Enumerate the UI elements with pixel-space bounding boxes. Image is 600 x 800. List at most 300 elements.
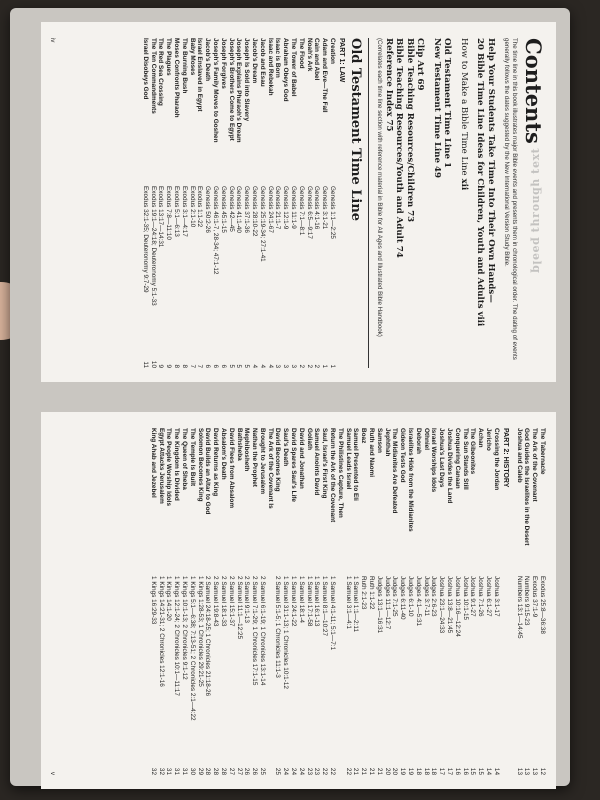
contents-links: [384, 38, 497, 368]
table-row: [219, 428, 227, 775]
contents-link-page: 75: [384, 116, 394, 132]
event-title: Creation: [329, 38, 336, 64]
scripture-reference: Ruth 2:1-23: [360, 576, 368, 610]
table-row: [538, 428, 546, 775]
scripture-reference: 2 Samuel 5:1-5; 1 Chronicles 11:1-3: [274, 576, 282, 678]
table-row: [157, 428, 165, 775]
table-row: [172, 38, 180, 368]
table-row: [211, 428, 219, 775]
scripture-reference: Genesis 46:1-7, 28-34; 47:1-12: [212, 186, 220, 275]
event-title: Brought to Jerusalem: [258, 428, 266, 495]
event-title: Israel Worships Idols: [430, 428, 438, 493]
table-row: [375, 428, 383, 775]
event-title: Joshua and Caleb: [515, 428, 523, 483]
scripture-reference: 1 Samuel 8:1—10:27: [321, 576, 329, 637]
page-number: 6: [219, 364, 227, 368]
event-title: Jacob's Dream: [251, 38, 259, 84]
page-number: 27: [227, 767, 235, 775]
page-number: 17: [438, 767, 446, 775]
page-number: 4: [266, 364, 274, 368]
scripture-reference: Judges 4:1—5:31: [414, 576, 422, 627]
intro-paragraph: The time line in this book illustrates major Bible events and presents them in chronological order. The dating of events generally follows the dates suggested by the New International Version Study Bible.: [503, 38, 518, 360]
event-title: Isaac is Born: [274, 38, 282, 78]
page-number: 15: [477, 767, 485, 775]
table-row: [219, 38, 227, 368]
page-number: 21: [360, 767, 368, 775]
contents-title: Contents: [521, 38, 546, 144]
event-title: Othniel: [422, 428, 430, 451]
event-title: Saul, Israel's First King: [321, 428, 329, 499]
table-row: [172, 428, 180, 775]
table-row: [282, 428, 290, 775]
page-number: 29: [196, 767, 204, 775]
page-number: 24: [297, 767, 305, 775]
page-number: 12: [539, 767, 546, 775]
page-number: 11: [141, 361, 149, 368]
table-row: [196, 38, 204, 368]
table-row: [530, 428, 538, 775]
scripture-reference: Genesis 50:2-26: [204, 186, 212, 233]
event-title: Joseph Is Sold into Slavery: [243, 38, 251, 122]
contents-link-text: Bible Teaching Resources/Youth and Adult: [394, 38, 405, 243]
table-row: [180, 428, 188, 775]
page-number: 3: [274, 364, 282, 368]
page-number: 18: [422, 767, 430, 775]
scripture-reference: 2 Samuel 11:1—12:25: [235, 576, 243, 640]
booklet: [10, 8, 570, 786]
page-number: 27: [235, 767, 243, 775]
contents-link-page: viii: [475, 308, 486, 327]
scripture-reference: 1 Kings 10:1-13; 2 Chronicles 9:1-12: [180, 576, 188, 680]
table-row: [461, 428, 469, 775]
table-row: [352, 428, 360, 775]
contents-link: [442, 38, 453, 368]
page-number: 31: [165, 767, 173, 775]
contents-link-page: 74: [394, 242, 405, 258]
scripture-reference: Exodus 5:1—6:13: [173, 186, 181, 237]
scripture-reference: 1 Kings 16:29-33: [149, 576, 157, 625]
contents-link: [415, 38, 426, 368]
table-row: [203, 38, 211, 368]
page-number: 7: [188, 364, 196, 368]
table-row: [344, 428, 352, 775]
contents-link: [459, 38, 470, 368]
page-number: 26: [243, 767, 251, 775]
event-title: David Returns as King: [212, 428, 220, 497]
page-number: 25: [258, 767, 266, 775]
page-number: 23: [313, 767, 321, 775]
event-title: David Becomes King: [274, 428, 282, 492]
event-title: Joshua Divides the Land: [446, 428, 454, 504]
scripture-reference: Genesis 24:1-67: [266, 186, 274, 233]
part2-heading: PART 2: HISTORY: [501, 428, 509, 488]
scripture-reference: 1 Samuel 4:1-11; 5:1—7:1: [329, 576, 337, 651]
reference-index-note: (Correlates each time line section with reference material in Bible for All Ages and Illustrated Bible Handbook): [376, 38, 384, 337]
table-row: [367, 428, 375, 775]
contents-link-page: 1: [442, 159, 453, 168]
table-row: [250, 38, 258, 368]
table-row: [484, 428, 492, 775]
scripture-reference: Genesis 3:1-21: [321, 186, 329, 230]
page-number: 23: [305, 767, 313, 775]
scripture-reference: Exodus 1:1-22: [196, 186, 204, 228]
table-row: [289, 428, 297, 775]
scripture-reference: Genesis 12:1-9: [282, 186, 290, 230]
scripture-reference: 2 Samuel 7:1-29; 1 Chronicles 17:1-15: [251, 576, 259, 686]
contents-link: [486, 38, 497, 368]
table-row: [258, 428, 266, 775]
page-number: 13: [523, 767, 531, 775]
table-row: [320, 38, 328, 368]
table-row: [328, 38, 336, 368]
scripture-reference: 2 Samuel 15:1-37: [227, 576, 235, 627]
event-title: Conquering Canaan: [453, 428, 461, 489]
table-row: [328, 428, 336, 775]
event-title: Jericho: [485, 428, 493, 451]
event-title: Joshua's Last Days: [438, 428, 446, 488]
table-row: [313, 38, 321, 368]
table-row: [188, 38, 196, 368]
event-title: Boaz: [360, 428, 368, 444]
table-row: [515, 428, 523, 775]
table-row: [445, 428, 453, 775]
event-title: Return the Ark of the Covenant: [329, 428, 337, 523]
table-row: [305, 428, 313, 775]
event-title: The Gibeonites: [469, 428, 477, 475]
page-number: 10: [149, 360, 157, 368]
page-number: 1: [329, 364, 336, 368]
scripture-reference: Genesis 45:1-15: [219, 186, 227, 233]
event-title: The Plagues: [165, 38, 173, 76]
event-title: Jephthah: [383, 428, 391, 457]
scripture-reference: Joshua 23:1—24:33: [438, 576, 446, 634]
page-number: 5: [235, 364, 243, 368]
table-row: [313, 428, 321, 775]
event-title: The Midianites Are Defeated: [391, 428, 399, 514]
event-title: David Flees from Absalom: [227, 428, 235, 509]
event-title: Deborah: [414, 428, 422, 454]
event-title: Joseph's Family Moves to Goshen: [212, 38, 220, 143]
divider: [368, 38, 369, 368]
page-number: 28: [212, 767, 220, 775]
table-row: [227, 428, 235, 775]
page-number: 5: [243, 364, 251, 368]
table-row: [476, 428, 484, 775]
scripture-reference: Judges 3:7-11: [422, 576, 430, 617]
scripture-reference: 1 Samuel 17:1-58: [305, 576, 313, 627]
table-row: [164, 38, 172, 368]
contents-link-text: Help Your Students Take Time Into Their Own Hands—: [486, 38, 496, 303]
scripture-reference: Genesis 25:19-34; 27:1-41: [258, 186, 266, 262]
table-row: [274, 38, 282, 368]
page-number: 24: [290, 767, 298, 775]
event-title: Achan: [477, 428, 485, 448]
table-row: [297, 38, 305, 368]
event-title: The People Worship Idols: [165, 428, 173, 506]
event-title: Samuel Leads Israel: [344, 428, 352, 490]
contents-link-text: Bible Teaching Resources/Children: [405, 38, 415, 208]
event-title: Moses Confronts Pharaoh: [173, 38, 181, 118]
table-row: [422, 428, 430, 775]
event-title: Joseph's Brothers Come to Egypt: [227, 38, 235, 141]
scripture-reference: Numbers 9:15-23: [523, 576, 531, 626]
page-number: 32: [157, 767, 165, 775]
table-row: [141, 38, 149, 368]
page-number: 6: [204, 364, 212, 368]
page-number: 28: [204, 767, 212, 775]
page-number: 16: [453, 767, 461, 775]
event-title: David Spares Saul's Life: [290, 428, 298, 502]
event-title: Bathsheba: [235, 428, 243, 461]
event-title: Jacob and Esau: [258, 38, 266, 87]
page-number: 8: [173, 364, 181, 368]
contents-link-text: New Testament Time Line: [432, 38, 442, 163]
page-number: 7: [196, 364, 204, 368]
event-title: David and Jonathan: [297, 428, 305, 489]
contents-link-text: How to Make a Bible Time Line: [459, 38, 469, 176]
scripture-reference: 2 Samuel 19:8-43: [212, 576, 220, 627]
event-title: The Sun Stands Still: [461, 428, 469, 490]
event-title: Egypt Attacks Jerusalem: [157, 428, 165, 504]
page-number: 21: [352, 767, 360, 775]
scripture-reference: Genesis 21:1-7: [274, 186, 282, 230]
event-title: Samson: [375, 428, 383, 453]
page-number: 9: [157, 364, 165, 368]
table-row: [266, 428, 274, 775]
event-title: Isaac and Rebekah: [266, 38, 274, 96]
table-row: [258, 38, 266, 368]
event-title: The Ark of the Covenant: [531, 428, 539, 502]
page-number: 18: [414, 767, 422, 775]
page-number: 25: [274, 767, 282, 775]
event-title: Abraham Obeys God: [282, 38, 290, 102]
page-number: 24: [282, 767, 290, 775]
scripture-reference: Genesis 1:1—2:25: [329, 186, 336, 239]
page-number: 9: [165, 364, 173, 368]
event-title: The Tower of Babel: [290, 38, 298, 97]
table-row: [274, 428, 282, 775]
table-row: [492, 428, 500, 775]
scripture-reference: Exodus 37:1-9: [531, 576, 539, 618]
scripture-reference: Genesis 11:1-9: [290, 186, 298, 229]
contents-link-page: xii: [459, 175, 469, 191]
page-number-left: iv: [49, 38, 55, 43]
contents-link-page: 69: [415, 75, 426, 91]
page-number: 2: [305, 364, 313, 368]
event-title: Nathan the Prophet: [251, 428, 259, 487]
scripture-reference: Judges 6:1-10: [407, 576, 415, 617]
scripture-reference: Joshua 3:1-17: [492, 576, 500, 617]
page-number: 3: [290, 364, 298, 368]
scripture-reference: Exodus 25:8—36:38: [539, 576, 546, 634]
table-row: [149, 428, 157, 775]
scripture-reference: Exodus 13:17—14:31: [157, 186, 165, 248]
event-title: The Red Sea Crossing: [157, 38, 165, 106]
contents-link: [394, 38, 405, 368]
scripture-reference: Ruth 1:1-22: [368, 576, 376, 610]
page-number: 18: [430, 767, 438, 775]
scripture-reference: [336, 576, 344, 759]
table-row: [211, 38, 219, 368]
page-number: 15: [469, 767, 477, 775]
page-number: 14: [485, 767, 493, 775]
event-title: The Temple Is Built: [188, 428, 196, 487]
table-row: [149, 38, 157, 368]
page-number: 21: [375, 767, 383, 775]
table-row: [383, 428, 391, 775]
scripture-reference: 1 Samuel 1:1—2:11: [352, 576, 360, 633]
table-row: [398, 428, 406, 775]
contents-link-page: 49: [432, 162, 442, 178]
scripture-reference: 1 Kings 14:1-20: [165, 576, 173, 621]
event-title: King Ahab and Jezebel: [149, 428, 157, 498]
table-row: [453, 428, 461, 775]
scripture-reference: 2 Samuel 18:1-33: [219, 576, 227, 627]
scripture-reference: 2 Samuel 6:1-19; 1 Chronicles 13:1-14: [258, 576, 266, 686]
page-number: 32: [149, 767, 157, 775]
scripture-reference: Joshua 7:1-26: [477, 576, 485, 617]
event-title: The Ark of the Covenant Is: [266, 428, 274, 509]
event-title: Mephibosheth: [243, 428, 251, 472]
table-row: [204, 428, 212, 775]
event-title: Saul's Death: [282, 428, 290, 467]
contents-link-text: Reference Index: [384, 38, 394, 117]
page-number: [266, 759, 274, 775]
scripture-reference: 1 Samuel 18:1-4: [297, 576, 305, 623]
event-title: Joseph Forgives: [219, 38, 227, 89]
event-title: Jacob's Death: [204, 38, 212, 82]
table-row: [406, 428, 414, 775]
contents-link-text: Clip Art: [415, 38, 426, 76]
event-title: Israel Disobeys God: [141, 38, 149, 100]
scripture-reference: Genesis 42—45: [227, 186, 235, 232]
page-number: 2: [297, 364, 305, 368]
contents-page-right: [41, 412, 556, 789]
page-number: 14: [492, 767, 500, 775]
page-number: [336, 759, 344, 775]
table-row: [227, 38, 235, 368]
event-title: The Kingdom Is Divided: [173, 428, 181, 501]
table-row: [250, 428, 258, 775]
event-title: The Ten Commandments: [149, 38, 157, 114]
page-number: 28: [219, 767, 227, 775]
event-title: Absalom's Death: [219, 428, 227, 480]
event-title: The Philistines Capture, Then: [336, 428, 344, 518]
page-number: 8: [180, 364, 188, 368]
part1-list: [141, 38, 336, 368]
scripture-reference: 1 Kings 12:1-24; 2 Chronicles 10:1—11:17: [173, 576, 181, 696]
scripture-reference: Judges 7:1-25: [391, 576, 399, 617]
scripture-reference: Exodus 2:1-10: [188, 186, 196, 228]
scripture-reference: Judges 11:1—12:7: [383, 576, 391, 630]
contents-page-left: [41, 22, 556, 382]
scripture-reference: 2 Samuel 9:1-13: [243, 576, 251, 623]
scripture-reference: Joshua 13:8—21:45: [446, 576, 454, 634]
table-row: [243, 428, 251, 775]
event-title: Cain and Abel: [313, 38, 321, 81]
scripture-reference: Genesis 7:1—8:1: [297, 186, 305, 236]
event-title: Israel Enslaved in Egypt: [196, 38, 204, 112]
table-row: [157, 38, 165, 368]
table-row: [235, 428, 243, 775]
scripture-reference: 1 Samuel 16:1-13: [313, 576, 321, 627]
scripture-reference: Judges 2:6-23: [430, 576, 438, 617]
law-continuation-list: [515, 428, 546, 775]
part1-heading: PART 1: LAW: [338, 38, 345, 83]
scripture-reference: Genesis 6:5—9:17: [305, 186, 313, 239]
page-number: 4: [258, 364, 266, 368]
page-number: 19: [399, 767, 407, 775]
scripture-reference: [266, 576, 274, 759]
page-number: 22: [344, 767, 352, 775]
table-row: [359, 428, 367, 775]
page-number: 21: [368, 767, 376, 775]
event-title: The Tabernacle: [539, 428, 546, 475]
event-title: Noah's Ark: [305, 38, 313, 72]
table-row: [469, 428, 477, 775]
page-number: 30: [188, 767, 196, 775]
scripture-reference: 1 Samuel 31:1-13; 1 Chronicles 10:1-12: [282, 576, 290, 689]
event-title: Adam and Eve—The Fall: [321, 38, 329, 113]
page-number: 20: [391, 767, 399, 775]
table-row: [266, 38, 274, 368]
contents-link-page: 73: [405, 207, 415, 223]
event-title: Solomon Becomes King: [196, 428, 204, 502]
contents-link: [475, 38, 486, 368]
scripture-reference: Exodus 19:1—24:18; Deuteronomy 5:1-33: [149, 186, 157, 306]
scripture-reference: 1 Kings 14:21-31; 2 Chronicles 12:1-16: [157, 576, 165, 687]
page-number: 16: [461, 767, 469, 775]
event-title: The Flood: [297, 38, 305, 69]
scripture-reference: Genesis 28:10-22: [251, 186, 259, 237]
contents-link-text: 20 Bible Time Line Ideas for Children, Youth and Adults: [475, 38, 486, 309]
contents-link-text: Old Testament Time Line: [442, 38, 453, 160]
table-row: [336, 428, 344, 775]
table-row: [320, 428, 328, 775]
scripture-reference: Judges 6:11-40: [399, 576, 407, 620]
event-title: Goliath: [305, 428, 313, 451]
page-number: 17: [446, 767, 454, 775]
table-row: [414, 428, 422, 775]
scripture-reference: Exodus 32:1-35; Deuteronomy 9:7-29: [141, 186, 149, 293]
bleed-through-text: ʇxǝʇ ɥƃnoɹɥʇ pǝǝlq: [530, 148, 543, 274]
scripture-reference: Joshua 6:1-27: [485, 576, 493, 617]
page-number: 31: [173, 767, 181, 775]
scripture-reference: Genesis 41:1-40: [235, 186, 243, 233]
table-row: [196, 428, 204, 775]
table-row: [165, 428, 173, 775]
contents-link: [384, 38, 395, 368]
contents-link: [432, 38, 443, 368]
part2-list: [149, 428, 500, 775]
section-title: Old Testament Time Line: [348, 38, 363, 222]
table-row: [437, 428, 445, 775]
scripture-reference: Joshua 9:1-27: [469, 576, 477, 617]
scripture-reference: 2 Samuel 24:18-25; 1 Chronicles 21:18-26: [204, 576, 212, 697]
table-row: [430, 428, 438, 775]
page-number: 22: [321, 767, 329, 775]
page-number: 19: [407, 767, 415, 775]
page-number: 3: [282, 364, 290, 368]
event-title: The Queen of Sheba: [180, 428, 188, 490]
event-title: Israelites Hide from the Midianites: [407, 428, 415, 532]
table-row: [523, 428, 531, 775]
scripture-reference: 1 Kings 5:1—6:38; 7:13-51; 2 Chronicles 2:1—4:22: [188, 576, 196, 721]
page-number: 6: [212, 364, 220, 368]
scripture-reference: Judges 13:1—16:31: [375, 576, 383, 634]
page-number: 31: [180, 767, 188, 775]
event-title: The Burning Bush: [180, 38, 188, 94]
